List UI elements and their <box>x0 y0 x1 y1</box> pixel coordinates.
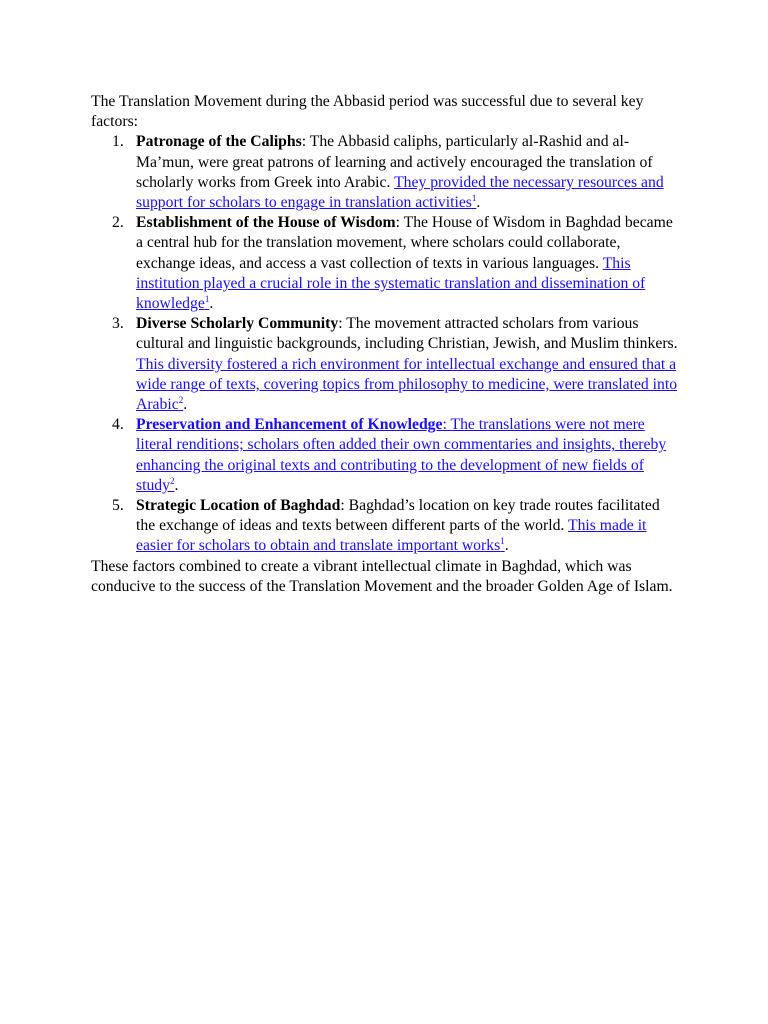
intro-paragraph: The Translation Movement during the Abbasid period was successful due to several key factors: <box>91 93 644 131</box>
list-item <box>112 415 678 496</box>
item-end: . <box>476 194 481 212</box>
item-heading-link[interactable] <box>136 416 442 433</box>
item-separator: : <box>338 315 347 333</box>
item-text: The movement attracted scholars from various cultural and linguistic backgrounds, including Christian, Jewish, and Muslim thinkers. <box>136 315 678 353</box>
footnote-ref: 2 <box>178 395 184 406</box>
list-number: 1. <box>112 133 124 151</box>
item-text: Baghdad’s location on key trade routes facilitated the exchange of ideas and texts between different parts of the world. <box>136 497 660 535</box>
item-end: . <box>174 476 179 494</box>
list-item <box>112 213 678 314</box>
item-end: . <box>209 295 214 313</box>
list-number: 5. <box>112 497 124 515</box>
footnote-ref: 1 <box>204 294 210 305</box>
item-separator: : <box>301 133 310 151</box>
item-text: The House of Wisdom in Baghdad became a central hub for the translation movement, where scholars could collaborate, exchange ideas, and access a vast collection of texts in various languages. <box>136 214 673 272</box>
item-separator: : <box>395 214 404 232</box>
item-heading: Patronage of the Caliphs <box>136 133 302 151</box>
list-number: 4. <box>112 416 124 434</box>
factors-list <box>91 132 678 556</box>
item-heading: Strategic Location of Baghdad <box>136 497 341 515</box>
list-number: 3. <box>112 315 124 333</box>
item-heading: Preservation and Enhancement of Knowledge <box>136 416 443 434</box>
item-text: The Abbasid caliphs, particularly al-Rashid and al-Ma’mun, were great patrons of learning and actively encouraged the translation of scholarly works from Greek into Arabic. <box>136 133 653 191</box>
list-item <box>112 132 678 213</box>
citation-link[interactable]: : The translations were not mere literal renditions; scholars often added their own commentaries and insights, thereby enhancing the original texts and contributing to the development of new fields of study <box>136 416 667 494</box>
list-item <box>112 496 678 557</box>
closing-paragraph: These factors combined to create a vibrant intellectual climate in Baghdad, which was conducive to the success of the Translation Movement and the broader Golden Age of Islam. <box>91 557 673 595</box>
item-heading: Diverse Scholarly Community <box>136 315 339 333</box>
item-separator: : <box>340 497 349 515</box>
item-end: . <box>504 537 509 555</box>
citation-link[interactable]: They provided the necessary resources and support for scholars to engage in translation activities <box>136 173 664 212</box>
citation-link[interactable]: This diversity fostered a rich environment for intellectual exchange and ensured that a wide range of texts, covering topics from philosophy to medicine, were translated into Arabic <box>136 355 678 414</box>
list-item <box>112 314 678 415</box>
citation-link[interactable]: This made it easier for scholars to obtain and translate important works <box>136 517 647 555</box>
footnote-ref: 1 <box>471 193 477 204</box>
list-number: 2. <box>112 214 124 232</box>
item-end: . <box>183 396 188 414</box>
item-heading: Establishment of the House of Wisdom <box>136 214 396 232</box>
footnote-ref: 2 <box>170 475 175 486</box>
footnote-ref: 1 <box>500 536 505 547</box>
citation-link[interactable]: This institution played a crucial role in the systematic translation and dissemination of knowledge <box>136 254 646 313</box>
